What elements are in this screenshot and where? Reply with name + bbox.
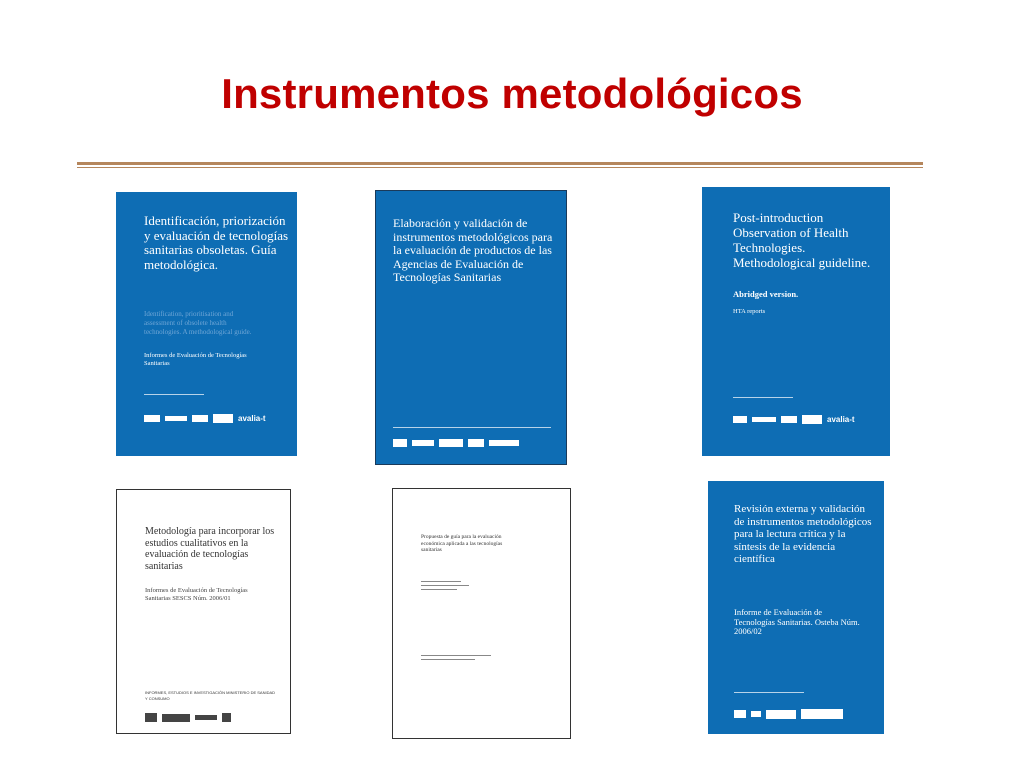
logo-mark xyxy=(144,415,160,422)
logo-mark xyxy=(802,415,822,424)
slide-title: Instrumentos metodológicos xyxy=(221,70,803,117)
cover-title: Metodología para incorporar los estudios cualitativos en la evaluación de tecnologías sanitarias xyxy=(145,526,275,572)
logo-mark xyxy=(165,416,187,421)
cover-rule xyxy=(734,692,804,693)
logo-mark xyxy=(752,417,776,422)
cover-subtitle: Identification, prioritisation and assessment of obsolete health technologies. A methodological guide. xyxy=(144,310,252,336)
cover-title: Propuesta de guía para la evaluación económica aplicada a las tecnologías sanitarias xyxy=(421,534,503,553)
avalia-t-logo: avalia-t xyxy=(827,415,855,424)
cover-logos xyxy=(393,439,519,447)
title-divider xyxy=(77,162,923,165)
cover-rule xyxy=(421,659,475,660)
cover-logos xyxy=(734,709,843,719)
cover-logos xyxy=(144,414,266,423)
logo-mark xyxy=(439,439,463,447)
cover-logos xyxy=(145,713,231,722)
logo-mark xyxy=(468,439,484,447)
cover-title: Post-introduction Observation of Health Technologies. Methodological guideline. xyxy=(733,210,871,270)
cover-rule xyxy=(421,655,491,656)
logo-mark xyxy=(734,710,746,718)
report-cover-6[interactable] xyxy=(708,481,884,734)
title-divider-thin xyxy=(77,167,923,168)
logo-mark xyxy=(766,710,796,719)
logo-mark xyxy=(733,416,747,423)
report-cover-1[interactable] xyxy=(116,192,297,456)
logo-mark xyxy=(145,713,157,722)
report-cover-4[interactable] xyxy=(116,489,291,734)
cover-series: Informes de Evaluación de Tecnologías Sanitarias SESCS Núm. 2006/01 xyxy=(145,587,248,602)
cover-title: Revisión externa y validación de instrumentos metodológicos para la lectura crítica y la síntesis de la evidencia científica xyxy=(734,503,872,565)
cover-rule xyxy=(144,394,204,395)
cover-subtitle: Abridged version. xyxy=(733,289,799,299)
logo-mark xyxy=(412,440,434,446)
logo-mark xyxy=(162,714,190,722)
logo-mark xyxy=(195,715,217,720)
report-cover-3[interactable] xyxy=(702,187,890,456)
logo-mark xyxy=(801,709,843,719)
logo-mark xyxy=(213,414,233,423)
cover-rule xyxy=(421,585,469,586)
cover-logos xyxy=(733,415,855,424)
cover-rule xyxy=(421,581,461,582)
logo-mark xyxy=(222,713,231,722)
avalia-t-logo: avalia-t xyxy=(238,414,266,423)
cover-title: Identificación, priorización y evaluación de tecnologías sanitarias obsoletas. Guía metodológica. xyxy=(144,213,289,272)
cover-series: Informe de Evaluación de Tecnologías Sanitarias. Osteba Núm. 2006/02 xyxy=(734,607,860,636)
cover-series: HTA reports xyxy=(733,308,766,315)
cover-series: Informes de Evaluación de Tecnologías Sanitarias xyxy=(144,352,247,367)
logo-mark xyxy=(192,415,208,422)
cover-title: Elaboración y validación de instrumentos metodológicos para la evaluación de productos de las Agencias de Evaluación de Tecnologías Sanitarias xyxy=(393,216,553,284)
report-cover-5[interactable] xyxy=(392,488,571,739)
cover-footer: INFORMES, ESTUDIOS E INVESTIGACIÓN MINISTERIO DE SANIDAD Y CONSUMO xyxy=(145,690,276,701)
logo-mark xyxy=(393,439,407,447)
cover-rule xyxy=(393,427,551,428)
cover-rule xyxy=(421,589,457,590)
report-cover-2[interactable] xyxy=(375,190,567,465)
logo-mark xyxy=(751,711,761,717)
logo-mark xyxy=(489,440,519,446)
cover-rule xyxy=(733,397,793,398)
logo-mark xyxy=(781,416,797,423)
